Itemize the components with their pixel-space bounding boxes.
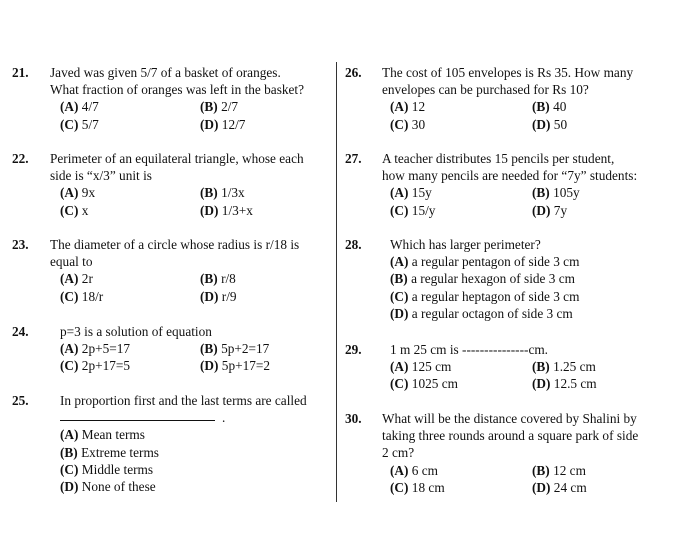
option-a[interactable] bbox=[390, 253, 579, 270]
blank-end: . bbox=[222, 410, 226, 426]
answer-blank bbox=[60, 420, 215, 421]
option-d[interactable] bbox=[200, 357, 270, 374]
option-label: (A) bbox=[60, 99, 79, 115]
option-d[interactable] bbox=[60, 478, 156, 495]
question-stem: A teacher distributes 15 pencils per student, bbox=[382, 151, 615, 166]
option-a[interactable] bbox=[60, 184, 95, 201]
option-label: (C) bbox=[60, 461, 79, 477]
option-label: (D) bbox=[390, 305, 409, 321]
option-text: 1025 cm bbox=[411, 376, 458, 392]
option-text: 4/7 bbox=[81, 99, 99, 115]
option-d[interactable] bbox=[532, 479, 587, 496]
option-c[interactable] bbox=[60, 288, 103, 305]
option-text: None of these bbox=[81, 479, 156, 494]
option-text: 5/7 bbox=[81, 116, 99, 132]
question-number: 27. bbox=[345, 151, 362, 166]
option-label: (C) bbox=[390, 479, 409, 495]
option-label: (C) bbox=[390, 116, 409, 132]
option-label: (D) bbox=[532, 376, 551, 392]
option-a[interactable] bbox=[390, 462, 438, 479]
option-label: (D) bbox=[200, 116, 219, 132]
question-stem: 1 m 25 cm is ---------------cm. bbox=[390, 342, 549, 357]
question-stem: how many pencils are needed for “7y” students: bbox=[382, 168, 638, 184]
option-b[interactable] bbox=[60, 444, 159, 461]
question-number: 23. bbox=[12, 237, 29, 252]
option-text: 2p+5=17 bbox=[81, 341, 131, 357]
option-d[interactable] bbox=[200, 288, 237, 305]
option-label: (C) bbox=[60, 202, 79, 218]
option-text: Middle terms bbox=[81, 461, 154, 477]
option-b[interactable] bbox=[200, 340, 269, 357]
option-b[interactable] bbox=[200, 98, 238, 115]
question-number: 29. bbox=[345, 342, 362, 357]
option-label: (B) bbox=[532, 359, 550, 375]
question-stem: Which has larger perimeter? bbox=[390, 237, 541, 252]
option-b[interactable] bbox=[200, 184, 245, 201]
option-label: (C) bbox=[390, 288, 409, 304]
option-a[interactable] bbox=[60, 426, 145, 443]
option-c[interactable] bbox=[60, 202, 88, 219]
option-text: 6 cm bbox=[411, 462, 439, 478]
question-stem: p=3 is a solution of equation bbox=[60, 324, 212, 339]
question-stem: The diameter of a circle whose radius is r/18 is bbox=[50, 237, 300, 252]
option-text: 7y bbox=[553, 202, 568, 218]
option-text: 1/3+x bbox=[221, 202, 253, 218]
option-label: (A) bbox=[390, 254, 409, 270]
option-c[interactable] bbox=[390, 375, 458, 392]
option-b[interactable] bbox=[390, 270, 575, 287]
option-label: (A) bbox=[390, 185, 409, 201]
option-label: (A) bbox=[390, 99, 409, 115]
option-c[interactable] bbox=[390, 479, 445, 496]
question-stem: Javed was given 5/7 of a basket of oranges. bbox=[50, 65, 281, 80]
question-stem: What will be the distance covered by Shalini by bbox=[382, 411, 637, 426]
option-text: 30 bbox=[411, 116, 426, 132]
option-text: 125 cm bbox=[411, 359, 452, 375]
option-text: 18/r bbox=[81, 288, 104, 304]
option-text: 2/7 bbox=[221, 99, 239, 115]
question-number: 22. bbox=[12, 151, 29, 166]
option-text: Extreme terms bbox=[81, 444, 159, 460]
option-text: 15y bbox=[411, 185, 432, 201]
option-label: (B) bbox=[532, 462, 550, 478]
question-stem: envelopes can be purchased for Rs 10? bbox=[382, 82, 589, 98]
option-label: (D) bbox=[532, 479, 551, 495]
option-label: (D) bbox=[60, 479, 79, 494]
option-label: (B) bbox=[532, 185, 550, 201]
option-text: 9x bbox=[81, 185, 96, 201]
option-c[interactable] bbox=[60, 357, 130, 374]
option-d[interactable] bbox=[532, 375, 597, 392]
option-label: (B) bbox=[200, 99, 218, 115]
option-a[interactable] bbox=[390, 98, 425, 115]
question-number: 28. bbox=[345, 237, 362, 252]
option-label: (C) bbox=[390, 202, 409, 218]
question-stem: side is “x/3” unit is bbox=[50, 168, 152, 184]
option-text: a regular pentagon of side 3 cm bbox=[411, 254, 580, 270]
column-divider bbox=[336, 62, 337, 502]
option-label: (D) bbox=[532, 202, 551, 218]
question-stem: equal to bbox=[50, 254, 93, 270]
option-text: r/9 bbox=[221, 288, 237, 304]
option-label: (C) bbox=[60, 358, 79, 374]
option-a[interactable] bbox=[60, 98, 99, 115]
option-b[interactable] bbox=[532, 184, 580, 201]
option-d[interactable] bbox=[200, 116, 245, 133]
option-label: (C) bbox=[60, 288, 79, 304]
option-text: a regular octagon of side 3 cm bbox=[411, 305, 573, 321]
option-a[interactable] bbox=[390, 184, 432, 201]
option-a[interactable] bbox=[60, 340, 130, 357]
option-c[interactable] bbox=[60, 116, 99, 133]
option-label: (B) bbox=[200, 271, 218, 287]
option-text: x bbox=[81, 202, 89, 218]
question-number: 25. bbox=[12, 393, 29, 408]
option-d[interactable] bbox=[532, 202, 567, 219]
option-label: (D) bbox=[200, 358, 219, 374]
question-stem: What fraction of oranges was left in the basket? bbox=[50, 82, 305, 98]
option-c[interactable] bbox=[390, 288, 579, 305]
question-number: 21. bbox=[12, 65, 29, 80]
option-d[interactable] bbox=[390, 305, 573, 322]
option-text: 2p+17=5 bbox=[81, 358, 131, 374]
option-b[interactable] bbox=[200, 270, 236, 287]
option-label: (B) bbox=[390, 271, 408, 287]
option-label: (A) bbox=[60, 341, 79, 357]
option-text: 50 bbox=[553, 116, 568, 132]
option-text: Mean terms bbox=[81, 427, 145, 443]
question-number: 26. bbox=[345, 65, 362, 80]
option-d[interactable] bbox=[532, 116, 567, 133]
option-label: (A) bbox=[60, 185, 79, 201]
option-text: a regular hexagon of side 3 cm bbox=[411, 271, 575, 287]
option-text: 12 bbox=[411, 99, 426, 115]
option-c[interactable] bbox=[390, 116, 425, 133]
question-stem: 2 cm? bbox=[382, 445, 415, 461]
option-c[interactable] bbox=[60, 461, 153, 478]
option-a[interactable] bbox=[60, 270, 93, 287]
option-d[interactable] bbox=[200, 202, 253, 219]
option-label: (B) bbox=[532, 99, 550, 115]
option-text: 15/y bbox=[411, 202, 436, 218]
option-text: 5p+2=17 bbox=[221, 341, 270, 357]
question-stem: In proportion first and the last terms are called bbox=[60, 393, 307, 408]
option-text: a regular heptagon of side 3 cm bbox=[411, 288, 580, 304]
option-c[interactable] bbox=[390, 202, 435, 219]
option-label: (B) bbox=[60, 444, 78, 460]
option-text: 18 cm bbox=[411, 479, 445, 495]
option-label: (C) bbox=[390, 376, 409, 392]
option-text: 12 cm bbox=[553, 462, 586, 478]
option-label: (B) bbox=[200, 185, 218, 201]
option-text: 24 cm bbox=[553, 479, 587, 495]
option-text: 12.5 cm bbox=[553, 376, 597, 392]
option-a[interactable] bbox=[390, 358, 451, 375]
question-stem: The cost of 105 envelopes is Rs 35. How many bbox=[382, 65, 634, 80]
option-text: r/8 bbox=[221, 271, 236, 287]
question-number: 30. bbox=[345, 411, 362, 426]
option-label: (D) bbox=[532, 116, 551, 132]
option-text: 1/3x bbox=[221, 185, 245, 201]
option-label: (C) bbox=[60, 116, 79, 132]
option-text: 5p+17=2 bbox=[221, 358, 271, 374]
option-label: (A) bbox=[60, 427, 79, 443]
option-b[interactable] bbox=[532, 98, 566, 115]
option-label: (B) bbox=[200, 341, 218, 357]
option-text: 40 bbox=[553, 99, 567, 115]
option-text: 12/7 bbox=[221, 116, 246, 132]
option-text: 2r bbox=[81, 271, 93, 287]
option-text: 1.25 cm bbox=[553, 359, 596, 375]
option-label: (D) bbox=[200, 202, 219, 218]
question-number: 24. bbox=[12, 324, 29, 339]
option-label: (D) bbox=[200, 288, 219, 304]
question-stem: Perimeter of an equilateral triangle, whose each bbox=[50, 151, 304, 166]
option-b[interactable] bbox=[532, 358, 596, 375]
option-label: (A) bbox=[390, 359, 409, 375]
question-stem: taking three rounds around a square park of side bbox=[382, 428, 639, 444]
option-b[interactable] bbox=[532, 462, 586, 479]
option-label: (A) bbox=[390, 462, 409, 478]
option-text: 105y bbox=[553, 185, 580, 201]
option-label: (A) bbox=[60, 271, 79, 287]
